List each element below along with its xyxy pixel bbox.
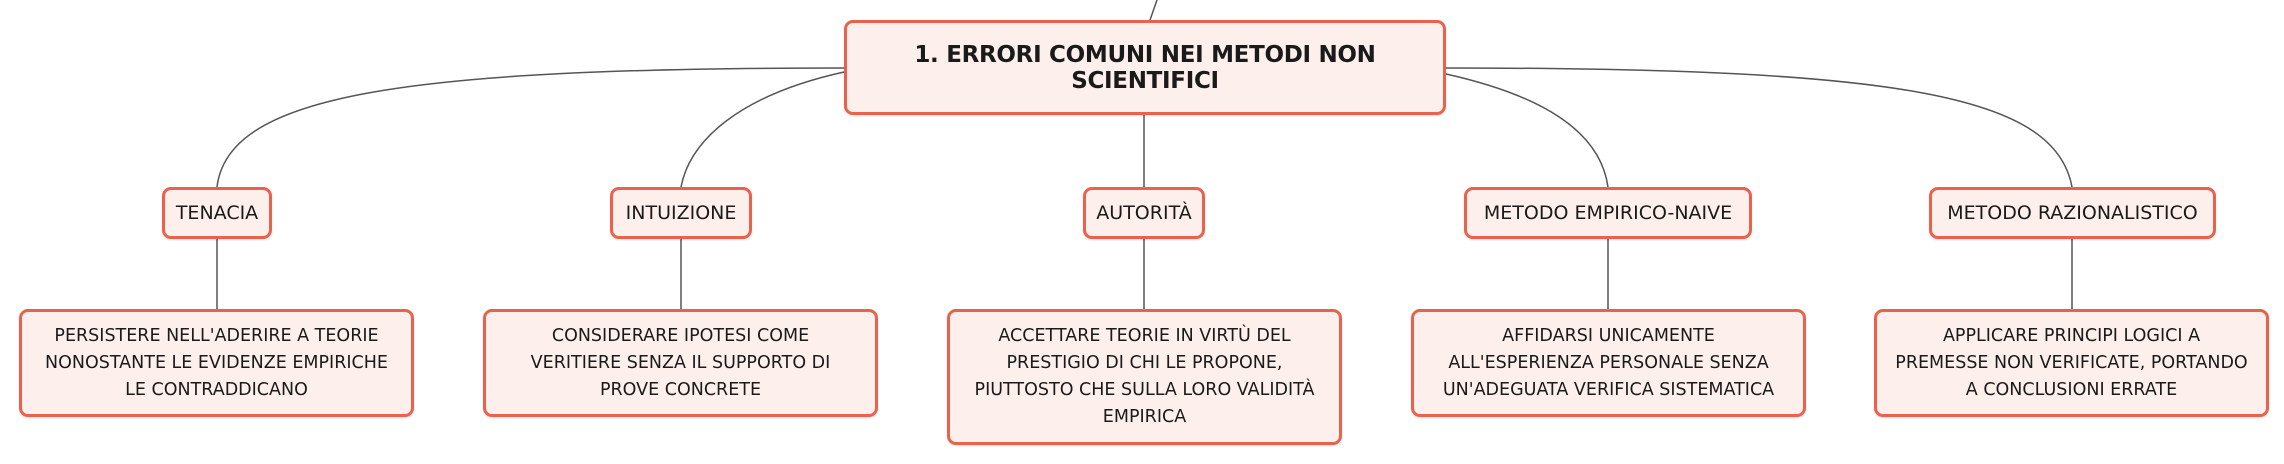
- branch-node-autorita[interactable]: [1083, 187, 1205, 239]
- branch-node-metodo-empirico-naive[interactable]: [1464, 187, 1752, 239]
- description-node-metodo-razionalistico[interactable]: [1874, 309, 2269, 417]
- root-node-label: 1. ERRORI COMUNI NEI METODI NON SCIENTIFICI: [914, 41, 1376, 94]
- connector-root-intuizione: [681, 72, 844, 187]
- branch-node-metodo-razionalistico[interactable]: [1929, 187, 2216, 239]
- description-text: APPLICARE PRINCIPI LOGICI A PREMESSE NON VERIFICATE, PORTANDO A CONCLUSIONI ERRATE: [1895, 325, 2248, 400]
- description-node-intuizione[interactable]: [483, 309, 878, 417]
- connector-root-tenacia: [217, 68, 844, 187]
- connector-root-empirico: [1446, 74, 1608, 187]
- description-node-metodo-empirico-naive[interactable]: [1411, 309, 1806, 417]
- branch-label: INTUIZIONE: [625, 202, 737, 224]
- root-node[interactable]: [844, 20, 1446, 115]
- description-node-autorita[interactable]: [947, 309, 1342, 445]
- branch-label: METODO RAZIONALISTICO: [1947, 202, 2198, 224]
- connector-root-razionalistico: [1446, 68, 2072, 187]
- branch-label: METODO EMPIRICO-NAIVE: [1483, 202, 1733, 224]
- description-text: AFFIDARSI UNICAMENTE ALL'ESPERIENZA PERSONALE SENZA UN'ADEGUATA VERIFICA SISTEMATICA: [1442, 325, 1775, 400]
- description-node-tenacia[interactable]: [19, 309, 414, 417]
- connector-parent: [1150, 0, 1157, 20]
- description-text: PERSISTERE NELL'ADERIRE A TEORIE NONOSTANTE LE EVIDENZE EMPIRICHE LE CONTRADDICANO: [45, 325, 388, 400]
- branch-label: TENACIA: [175, 202, 259, 224]
- branch-node-intuizione[interactable]: [610, 187, 752, 239]
- description-text: CONSIDERARE IPOTESI COME VERITIERE SENZA IL SUPPORTO DI PROVE CONCRETE: [530, 325, 831, 400]
- branch-node-tenacia[interactable]: [162, 187, 272, 239]
- description-text: ACCETTARE TEORIE IN VIRTÙ DEL PRESTIGIO DI CHI LE PROPONE, PIUTTOSTO CHE SULLA LORO VALIDITÀ EMPIRICA: [974, 326, 1315, 427]
- branch-label: AUTORITÀ: [1096, 202, 1192, 224]
